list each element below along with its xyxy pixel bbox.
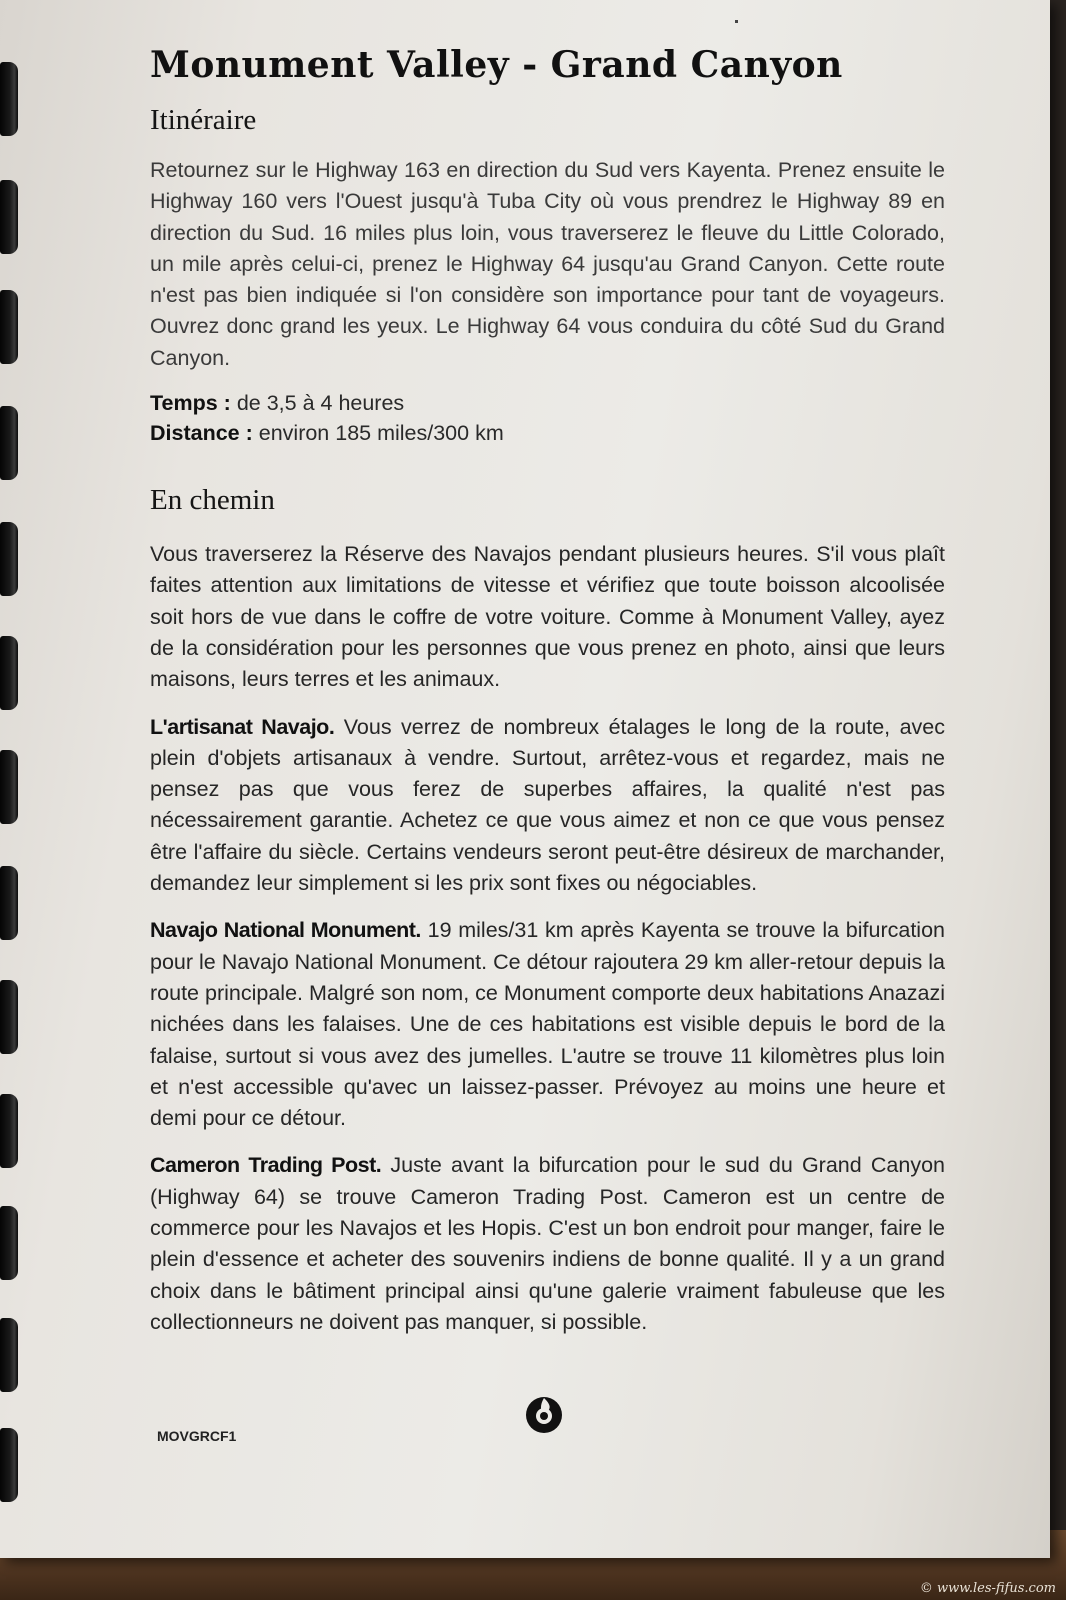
- binding-ring: [0, 980, 18, 1054]
- section-navajo-monument: [150, 915, 945, 1134]
- binding-ring: [0, 636, 18, 710]
- itinerary-text: Retournez sur le Highway 163 en direction du Sud vers Kayenta. Prenez ensuite le Highway 160 vers l'Ouest jusqu'à Tuba City où vous prendrez le Highway 89 en direction du Sud. 16 miles plus loin, vous traverserez le fleuve du Little Colorado, un mile après celui-ci, prenez le Highway 64 jusqu'au Grand Canyon. Cette route n'est pas bien indiquée si l'on considère son importance pour tant de voyageurs. Ouvrez donc grand les yeux. Le Highway 64 vous conduira du côté Sud du Grand Canyon.: [150, 158, 945, 370]
- watermark: © www.les-fifus.com: [919, 1581, 1056, 1596]
- itinerary-heading: Itinéraire: [150, 104, 257, 136]
- binding-ring: [0, 866, 18, 940]
- section-cameron: [150, 1150, 945, 1338]
- spiral-binding-icon: [0, 0, 32, 1558]
- en-route-intro: Vous traverserez la Réserve des Navajos pendant plusieurs heures. S'il vous plaît faites attention aux limitations de vitesse et vérifiez que toute boisson alcoolisée soit hors de vue dans le coffre de votre voiture. Comme à Monument Valley, ayez de la considération pour les personnes que vous prenez en photo, ainsi que leurs maisons, leurs terres et les animaux.: [150, 542, 945, 692]
- time-value: de 3,5 à 4 heures: [236, 391, 405, 416]
- en-route-heading: En chemin: [150, 484, 275, 517]
- section-artisanat-text: Vous verrez de nombreux étalages le long de la route, avec plein d'objets artisanaux à vendre. Surtout, arrêtez-vous et regardez, mais ne pensez pas que vous ferez de superbes affaires, la qualité n'est pas nécessairement garantie. Achetez ce que vous aimez et non ce que vous pensez être l'affaire du siècle. Certains vendeurs seront peut-être désireux de marchander, demandez leur simplement si les prix sont fixes ou négociables.: [150, 714, 945, 896]
- page-mark: [735, 20, 738, 23]
- distance-label: Distance :: [150, 421, 253, 446]
- binding-ring: [0, 1206, 18, 1280]
- trip-facts: [150, 388, 945, 448]
- distance-value: environ 185 miles/300 km: [258, 421, 504, 446]
- binding-ring: [0, 290, 18, 364]
- binding-ring: [0, 1318, 18, 1392]
- binding-ring: [0, 1428, 18, 1502]
- page-content: [150, 44, 945, 1338]
- section-cameron-text: Juste avant la bifurcation pour le sud du Grand Canyon (Highway 64) se trouve Cameron Trading Post. Cameron est un centre de commerce pour les Navajos et les Hopis. C'est un bon endroit pour manger, faire le plein d'essence et acheter des souvenirs indiens de bonne qualité. Il y a un grand choix dans le bâtiment principal ainsi qu'une galerie vraiment fabuleuse que les collectionneurs ne doivent pas manquer, si possible.: [150, 1153, 945, 1334]
- distance-row: [150, 418, 945, 448]
- section-cameron-lead: Cameron Trading Post.: [150, 1153, 382, 1178]
- time-row: [150, 388, 945, 418]
- page-title: Monument Valley - Grand Canyon: [150, 44, 843, 86]
- footer-code: MOVGRCF1: [157, 1428, 237, 1444]
- binding-ring: [0, 750, 18, 824]
- time-label: Temps :: [150, 391, 231, 416]
- publisher-logo-icon: [524, 1394, 564, 1434]
- binding-ring: [0, 522, 18, 596]
- section-artisanat-lead: L'artisanat Navajo.: [150, 714, 335, 739]
- binding-ring: [0, 180, 18, 254]
- section-navajo-monument-lead: Navajo National Monument.: [150, 918, 421, 943]
- section-navajo-monument-text: 19 miles/31 km après Kayenta se trouve la bifurcation pour le Navajo National Monument. Ce détour rajoutera 29 km aller-retour depuis la route principale. Malgré son nom, ce Monument comporte deux habitations Anazazi nichées dans les falaises. Une de ces habitations est visible depuis le bord de la falaise, surtout si vous avez des jumelles. L'autre se trouve 11 kilomètres plus loin et n'est accessible qu'avec un laissez-passer. Prévoyez au moins une heure et demi pour ce détour.: [150, 918, 945, 1131]
- binding-ring: [0, 1094, 18, 1168]
- binding-ring: [0, 406, 18, 480]
- binding-ring: [0, 62, 18, 136]
- section-artisanat: [150, 712, 945, 900]
